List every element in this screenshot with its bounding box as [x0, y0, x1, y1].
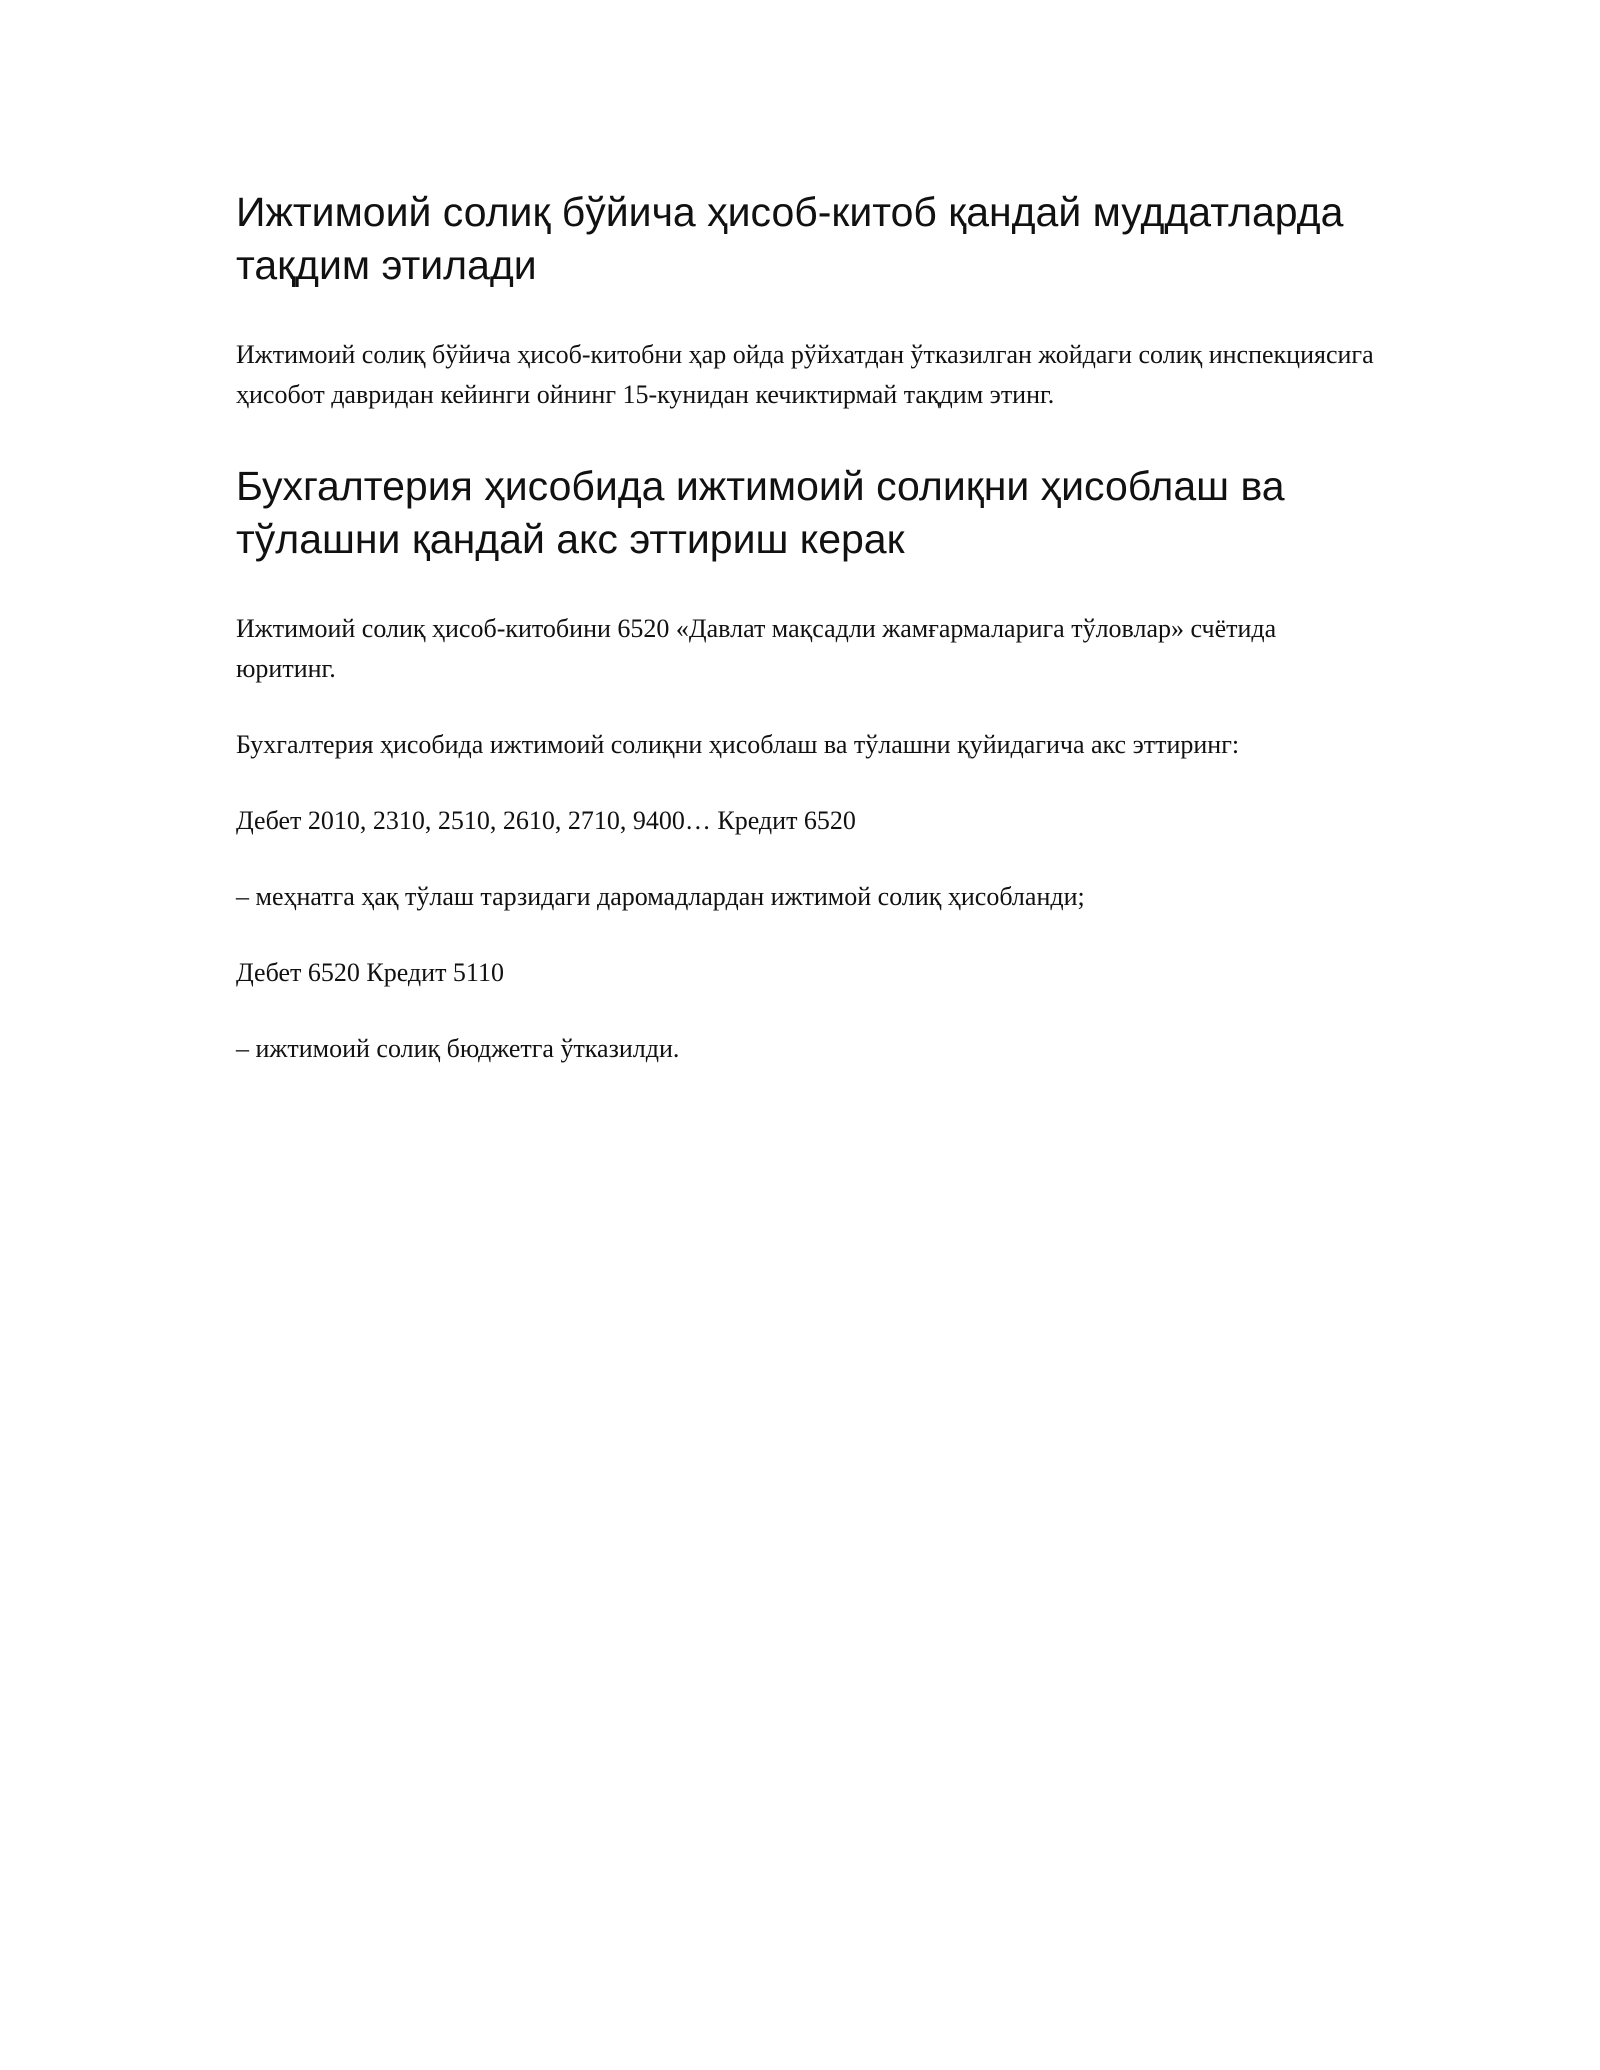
paragraph-account-6520: Ижтимоий солиқ ҳисоб-китобини 6520 «Давлат мақсадли жамғармаларига тўловлар» счётида юритинг. — [236, 614, 1277, 683]
paragraph-reporting-deadlines: Ижтимоий солиқ бўйича ҳисоб-китобни ҳар ойда рўйхатдан ўтказилган жойдаги солиқ инспекциясига ҳисобот давридан кейинги ойнинг 15-кунидан кечиктирмай тақдим этинг. — [236, 340, 1374, 409]
journal-entry-payment: Дебет 6520 Кредит 5110 — [236, 958, 504, 987]
heading-accounting-entries: Бухгалтерия ҳисобида ижтимоий солиқни ҳисоблаш ва тўлашни қандай акс эттириш керак — [236, 463, 1285, 562]
heading-reporting-deadlines: Ижтимоий солиқ бўйича ҳисоб-китоб қандай муддатларда тақдим этилади — [236, 189, 1344, 288]
journal-entry-accrual-note: – меҳнатга ҳақ тўлаш тарзидаги даромадлардан ижтимой солиқ ҳисобланди; — [236, 882, 1085, 911]
journal-entry-payment-note: – ижтимоий солиқ бюджетга ўтказилди. — [236, 1034, 680, 1063]
document-page — [236, 186, 1376, 1069]
journal-entry-accrual: Дебет 2010, 2310, 2510, 2610, 2710, 9400… Кредит 6520 — [236, 806, 856, 835]
paragraph-entries-intro: Бухгалтерия ҳисобида ижтимоий солиқни ҳисоблаш ва тўлашни қуйидагича акс эттиринг: — [236, 730, 1240, 759]
